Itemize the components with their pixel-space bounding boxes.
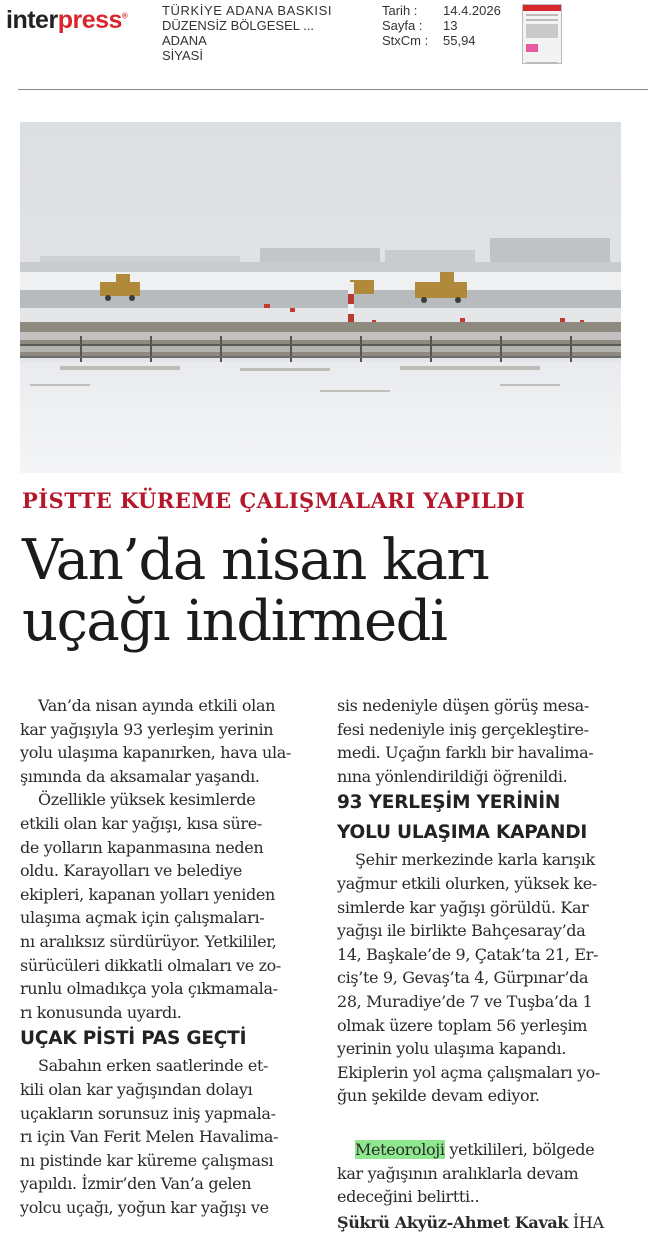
article-photo-airport-snow bbox=[20, 122, 621, 473]
body-line: uçakların sorunsuz iniş yapmala- bbox=[20, 1103, 276, 1123]
body-line: ciş’te 9, Gevaş’ta 4, Gürpınar’da bbox=[337, 968, 589, 988]
headline-line-1: Van’da nisan karı bbox=[22, 528, 489, 593]
body-line: runlu olmadıkça yola çıkmamala- bbox=[20, 979, 278, 999]
body-line: sis nedeniyle düşen görüş mesa- bbox=[337, 696, 589, 715]
body-line: medi. Uçağın farklı bir havalima- bbox=[337, 743, 594, 763]
subheading: UÇAK PİSTİ PAS GEÇTİ bbox=[20, 1028, 247, 1050]
body-line: olmak üzere toplam 56 yerleşim bbox=[337, 1015, 588, 1035]
body-line: rı konusunda uyardı. bbox=[20, 1002, 182, 1022]
body-line: ulaşıma açmak için çalışmaları- bbox=[20, 908, 265, 928]
body-line: nına yönlendirildiği öğrenildi. bbox=[337, 766, 568, 786]
article-signature bbox=[337, 1211, 637, 1235]
body-line: de yolların kapanmasına neden bbox=[20, 837, 264, 857]
body-line: oldu. Karayolları ve belediye bbox=[20, 861, 243, 881]
section: SİYASİ bbox=[162, 48, 203, 63]
body-line: 14, Başkale’de 9, Çatak’ta 21, Er- bbox=[337, 944, 599, 964]
body-line: 28, Muradiye’de 7 ve Tuşba’da 1 bbox=[337, 991, 593, 1011]
body-line: şımında da aksamalar yaşandı. bbox=[20, 766, 260, 786]
body-line: Van’da nisan ayında etkili olan bbox=[38, 696, 276, 715]
body-line: Ekiplerin yol açma çalışmaları yo- bbox=[337, 1062, 600, 1082]
headline-line-2: uçağı indirmedi bbox=[22, 589, 447, 654]
date-value: 14.4.2026 bbox=[443, 3, 501, 18]
body-line: nı aralıksız sürdürüyor. Yetkililer, bbox=[20, 931, 277, 951]
meteoroloji-highlight: Meteoroloji bbox=[355, 1140, 445, 1159]
article-column-right bbox=[337, 694, 637, 1108]
body-line: etkili olan kar yağışı, kısa süre- bbox=[20, 813, 262, 833]
body-line: yağmur etkili olurken, yüksek ke- bbox=[337, 873, 597, 893]
body-line: yolcu uçağı, yoğun kar yağışı ve bbox=[20, 1197, 269, 1217]
meteo-line: Meteoroloji yetkilileri, bölgede bbox=[355, 1140, 595, 1159]
subheading: 93 YERLEŞİM YERİNİN bbox=[337, 792, 561, 814]
stxcm-label: StxCm : bbox=[382, 33, 429, 48]
body-line: kar yağışıyla 93 yerleşim yerinin bbox=[20, 719, 274, 739]
article-headline bbox=[22, 530, 632, 652]
body-line: rı için Van Ferit Melen Havalima- bbox=[20, 1127, 279, 1147]
frequency: DÜZENSİZ BÖLGESEL ... bbox=[162, 18, 314, 33]
body-line: yerinin yolu ulaşıma kapandı. bbox=[337, 1039, 566, 1059]
page-thumbnail[interactable] bbox=[522, 4, 562, 64]
subheading: YOLU ULAŞIMA KAPANDI bbox=[337, 822, 588, 844]
page-label: Sayfa : bbox=[382, 18, 423, 33]
stxcm-value: 55,94 bbox=[443, 33, 476, 48]
city: ADANA bbox=[162, 33, 207, 48]
body-line: edeceğini belirtti.. bbox=[337, 1187, 480, 1207]
body-line: kar yağışının aralıklarla devam bbox=[337, 1163, 579, 1183]
body-line: ğun şekilde devam ediyor. bbox=[337, 1086, 540, 1106]
article-kicker: PİSTTE KÜREME ÇALIŞMALARI YAPILDI bbox=[22, 488, 526, 513]
body-line: yapıldı. İzmir’den Van’a gelen bbox=[20, 1174, 252, 1194]
body-line: simlerde kar yağışı görüldü. Kar bbox=[337, 897, 589, 917]
page-value: 13 bbox=[443, 18, 458, 33]
publication-name: TÜRKİYE ADANA BASKISI bbox=[162, 3, 333, 18]
signature-names: Şükrü Akyüz-Ahmet Kavak bbox=[337, 1212, 569, 1232]
article-column-right-tail bbox=[337, 1138, 637, 1234]
body-line: Özellikle yüksek kesimlerde bbox=[38, 790, 256, 810]
interpress-logo: interpress® bbox=[6, 6, 128, 34]
body-line: Sabahın erken saatlerinde et- bbox=[38, 1056, 269, 1076]
body-line: yağışı ile birlikte Bahçesaray’da bbox=[337, 921, 586, 941]
article-column-left bbox=[20, 694, 312, 1219]
body-line: Şehir merkezinde karla karışık bbox=[355, 850, 595, 870]
body-line: yolu ulaşıma kapanırken, hava ula- bbox=[20, 743, 291, 763]
body-line: kili olan kar yağışından dolayı bbox=[20, 1079, 253, 1099]
body-line: fesi nedeniyle iniş gerçekleştire- bbox=[337, 719, 589, 739]
signature-agency: İHA bbox=[568, 1212, 604, 1232]
body-line: sürücüleri dikkatli olmaları ve zo- bbox=[20, 955, 281, 975]
body-line: nı pistinde kar küreme çalışması bbox=[20, 1150, 274, 1170]
body-line: ekipleri, kapanan yolları yeniden bbox=[20, 884, 275, 904]
header-divider bbox=[18, 89, 648, 90]
date-label: Tarih : bbox=[382, 3, 418, 18]
